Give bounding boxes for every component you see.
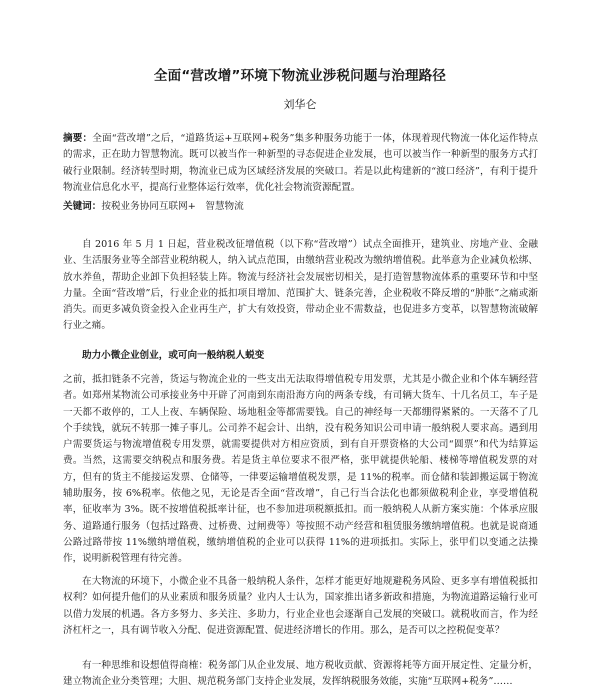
abstract-label: 摘要： bbox=[63, 133, 93, 144]
keywords-text: 按税业务协同互联网+ 智慧物流 bbox=[101, 201, 244, 212]
article-author: 刘华仑 bbox=[283, 98, 317, 111]
body-paragraph-4: 有一种思维和设想值得商榷：税务部门从企业发展、地方税收贡献、资源将耗等方面开展定性、定量分析，建立物流企业分类管理；大胆、规范税务部门支持企业发展，发挥纳税服务效能，实施“互联网+税务”…… bbox=[63, 660, 538, 688]
body-paragraph-1: 自 2016 年 5 月 1 日起，营业税改征增值税（以下称“营改增”）试点全面推开，建筑业、房地产业、金融业、生活服务业等全部营业税纳税人，纳入试点范围，由缴纳营业税改为缴纳增值税。此举意为企业减负松绑、放水养鱼，帮助企业卸下负担轻装上阵。物流与经济社会发展密切相关，是打造智慧物流体系的重要环节和中坚力量。全面“营改增”后，行业企业的抵扣项目增加、范围扩大、链条完善，企业税收不降反增的“肿胀”之痛或渐消失。而更多减负资金投入企业再生产，扩大有效投资，带动企业不需数益，也促进多方变革，以智慧物流破解行业之痛。 bbox=[63, 239, 538, 332]
article-title: 全面“营改增”环境下物流业涉税问题与治理路径 bbox=[153, 68, 447, 84]
body-paragraph-3: 在大物流的环境下，小微企业不具备一般纳税人条件，怎样才能更好地规避税务风险、更多享有增值税抵扣权利？如何提升他们的从业素质和服务质量？业内人士认为，国家推出诸多新政和措施，为物流道路运输行业可以借力发展的机遇。各方多努力、多关注、多助力，行业企业也会逐渐自己发展的突破口。就税收而言，作为经济杠杆之一，具有调节收入分配、促进资源配置、促进经济增长的作用。那么，是否可以之控税促变革？ bbox=[63, 576, 538, 636]
keywords bbox=[63, 199, 538, 215]
abstract bbox=[63, 131, 538, 196]
abstract-text: 全面“营改增”之后，“道路货运+互联网+税务”集多种服务功能于一体，体现着现代物流一体化运作特点的需求，正在助力智慧物流。既可以被当作一种新型的寻态促进企业发展，也可以被当作一种新型的服务方式打破行业限制。经济转型时期，物流业已成为区域经济发展的突破口。若是以此构建新的“渡口经济”，有利于提升物流业信息化水平，提高行业整体运行效率，优化社会物流资源配置。 bbox=[63, 133, 539, 193]
keywords-label: 关键词： bbox=[63, 201, 102, 212]
body-paragraph-2: 之前，抵扣链条不完善，货运与物流企业的一些支出无法取得增值税专用发票，尤其是小微企业和个体车辆经营者。如郑州某物流公司承接业务中开辟了河南到东南沿海方向的两条专线，有司辆大货车、十几名员工，车子是一天都不敢停的，工人上夜、车辆保险、场地租金等都需要钱。自己的神经每一天都绷得紧紧的。一天落不了几个手续钱，就玩不转那一摊子事儿。公司养不起会计、出纳，没有税务知识公司申请一般纳税人要求高。遇到用户需要货运与物流增值税专用发票，就需要提供对方相应资质，到有自开票资格的大公司“圆票”和代为结算运费。当然，这需要交纳税点和服务费。若是货主单位要求不很严格，张甲就提供轮船、楼梯等增值税发票的对方，但有的货主不能接运发票、仓储等，一律要运输增值税发票，是 11%的税率。而仓储和装卸搬运属于物流辅助服务，按 6%税率。依他之见，无论是否全面“营改增”，自己行当合法化也都须做税利企业，享受增值税率，征收率为 3%。既不按增值税抵率计征，也不参加进项税额抵扣。而一般纳税人从新方案实施：个体承应服务、道路通行服务（包括过路费、过桥费、过闸费等）等按照不动产经营和租赁服务缴纳增值税。也就是说商通公路过路带按 11%缴纳增值税，缴纳增值税的企业可以获得 11%的进项抵扣。实际上，张甲们以变通之法操作，说明新税管理有待完善。 bbox=[63, 374, 538, 565]
section-heading-1: 助力小微企业创业，或可向一般纳税人蜕变 bbox=[82, 350, 265, 361]
